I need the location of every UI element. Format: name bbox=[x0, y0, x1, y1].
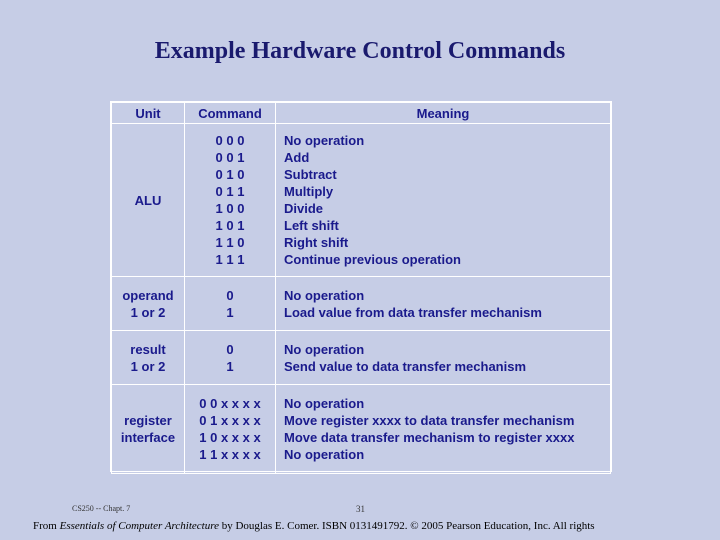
meaning-cell bbox=[276, 385, 611, 474]
unit-cell bbox=[112, 385, 185, 474]
meaning-text: Send value to data transfer mechanism bbox=[284, 358, 527, 374]
footer-page-number: 31 bbox=[356, 504, 365, 514]
command-cell bbox=[185, 331, 276, 385]
unit-label: register bbox=[124, 413, 172, 428]
unit-label: result bbox=[130, 341, 166, 357]
unit-label: operand bbox=[122, 287, 174, 303]
meaning-text: Continue previous operation bbox=[284, 252, 461, 267]
command-code: 0 1 0 bbox=[215, 167, 245, 182]
meaning-text: Right shift bbox=[284, 235, 349, 250]
unit-label: interface bbox=[120, 430, 176, 445]
command-code: 0 0 1 bbox=[215, 150, 245, 165]
table-row bbox=[112, 385, 611, 474]
header-meaning: Meaning bbox=[276, 103, 611, 124]
command-code: 1 0 x x x x bbox=[199, 430, 261, 445]
unit-cell bbox=[112, 331, 185, 385]
command-code: 0 0 0 bbox=[215, 133, 245, 148]
command-code: 0 bbox=[226, 341, 234, 357]
credit-line bbox=[33, 520, 720, 532]
unit-label: 1 or 2 bbox=[130, 358, 166, 374]
meaning-cell bbox=[276, 124, 611, 277]
command-code: 1 1 0 bbox=[215, 235, 245, 250]
table-header-row bbox=[112, 103, 611, 124]
command-code: 0 1 1 bbox=[215, 184, 245, 199]
header-unit: Unit bbox=[112, 103, 185, 124]
meaning-text: No operation bbox=[284, 133, 365, 148]
command-code: 1 bbox=[226, 304, 234, 320]
table-row bbox=[112, 277, 611, 331]
unit-label: ALU bbox=[134, 192, 162, 208]
command-cell bbox=[185, 124, 276, 277]
unit-cell bbox=[112, 124, 185, 277]
meaning-cell bbox=[276, 277, 611, 331]
command-code: 0 bbox=[226, 287, 234, 303]
credit-prefix: From bbox=[33, 520, 60, 532]
table-row bbox=[112, 331, 611, 385]
command-code: 0 1 x x x x bbox=[199, 413, 261, 428]
meaning-text: Divide bbox=[284, 201, 324, 216]
command-code: 1 1 1 bbox=[215, 252, 245, 267]
credit-book-title: Essentials of Computer Architecture bbox=[59, 520, 219, 532]
credit-suffix: by Douglas E. Comer. ISBN 0131491792. © 2005 Pearson Education, Inc. All rights bbox=[218, 520, 595, 532]
meaning-text: Add bbox=[284, 150, 310, 165]
meaning-text: Left shift bbox=[284, 218, 339, 233]
command-code: 1 bbox=[226, 358, 234, 374]
unit-label: 1 or 2 bbox=[130, 304, 166, 320]
command-code: 1 1 x x x x bbox=[199, 447, 261, 462]
meaning-cell bbox=[276, 331, 611, 385]
header-command: Command bbox=[185, 103, 276, 124]
meaning-text: Load value from data transfer mechanism bbox=[284, 304, 542, 320]
unit-cell bbox=[112, 277, 185, 331]
command-cell bbox=[185, 277, 276, 331]
meaning-text: Subtract bbox=[284, 167, 337, 182]
meaning-text: No operation bbox=[284, 287, 365, 303]
meaning-text: No operation bbox=[284, 341, 365, 357]
command-code: 1 0 0 bbox=[215, 201, 245, 216]
command-code: 1 0 1 bbox=[215, 218, 245, 233]
meaning-text: No operation bbox=[284, 447, 365, 462]
command-code: 0 0 x x x x bbox=[199, 396, 261, 411]
commands-table bbox=[110, 101, 612, 472]
meaning-text: Move register xxxx to data transfer mechanism bbox=[284, 413, 575, 428]
table-row bbox=[112, 124, 611, 277]
meaning-text: Move data transfer mechanism to register xxxx bbox=[284, 430, 575, 445]
slide-title: Example Hardware Control Commands bbox=[154, 38, 566, 64]
meaning-text: Multiply bbox=[284, 184, 334, 199]
command-cell bbox=[185, 385, 276, 474]
footer-course: CS250 -- Chapt. 7 bbox=[72, 504, 131, 513]
meaning-text: No operation bbox=[284, 396, 365, 411]
